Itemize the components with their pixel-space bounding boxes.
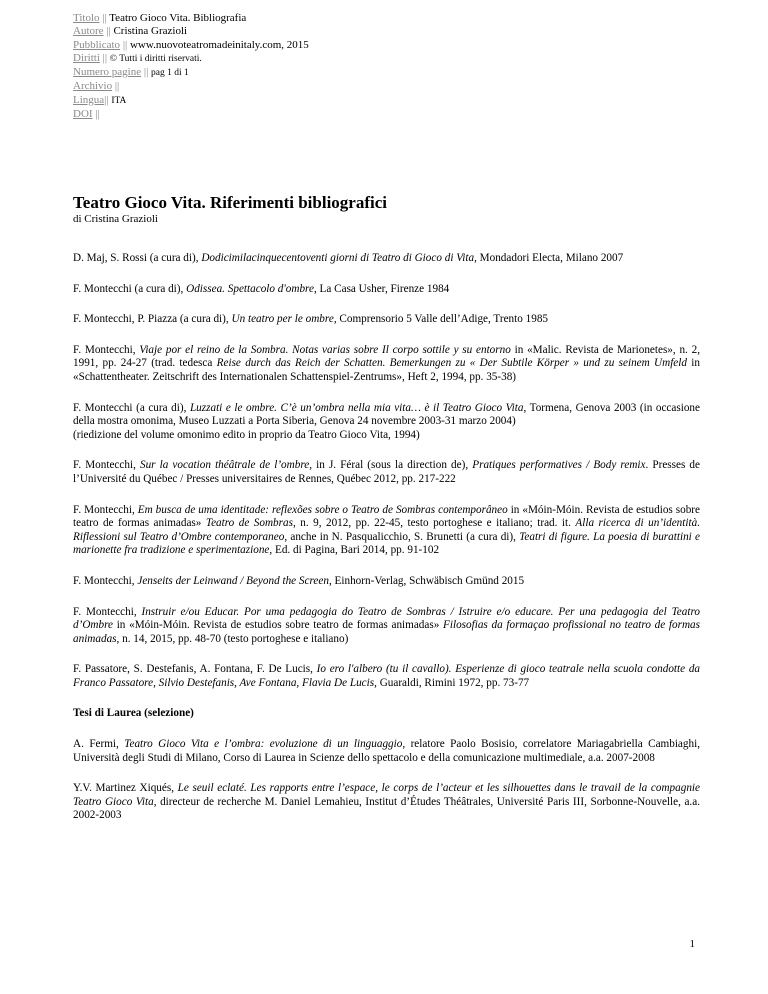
metadata-separator: ||: [141, 66, 152, 79]
work-title: Filosofias da formaçao profissional no teatro de formas animadas: [73, 619, 700, 645]
reference-entry: [73, 504, 700, 558]
work-title: Alla ricerca di un’identità. Riflessioni sul Teatro d’Ombre contemporaneo: [73, 517, 700, 543]
work-title: Un teatro per le ombre: [231, 313, 334, 326]
reference-entry: [73, 344, 700, 385]
metadata-key-link[interactable]: Archivio: [73, 80, 113, 93]
thesis-entry: [73, 738, 700, 765]
reference-entry: [73, 575, 700, 589]
citation-text: F. Passatore, S. Destefanis, A. Fontana, F. De Lucis,: [73, 663, 317, 676]
metadata-block: [73, 12, 309, 121]
citation-text: F. Montecchi,: [73, 605, 142, 618]
work-title: Dodicimilacinquecentoventi giorni di Teatro di Gioco di Vita: [201, 252, 475, 264]
metadata-separator: ||: [120, 38, 130, 51]
metadata-row: [73, 12, 309, 25]
metadata-separator: ||: [99, 12, 110, 24]
citation-text: D. Maj, S. Rossi (a cura di),: [73, 252, 202, 264]
metadata-value: © Tutti i diritti riservati.: [109, 53, 202, 64]
metadata-row: [73, 94, 309, 108]
citation-text: . Presses de l’Université du Québec / Presses universitaires de Rennes, Québec 2012, pp. 217-222: [73, 459, 700, 485]
citation-text: F. Montecchi,: [73, 503, 138, 516]
citation-text: F. Montecchi,: [73, 459, 140, 472]
metadata-key-link[interactable]: Titolo: [73, 12, 100, 24]
metadata-row: [73, 39, 309, 52]
citation-text: , directeur de recherche M. Daniel Lemahieu, Institut d’Études Théâtrales, Université Paris III, Sorbonne-Nouvelle, a.a. 2002-2003: [73, 795, 700, 822]
metadata-value: ITA: [111, 95, 127, 106]
citation-text: F. Montecchi,: [73, 343, 140, 356]
work-title: Viaje por el reino de la Sombra. Notas varias sobre Il corpo sottile y su entorno: [139, 343, 511, 356]
citation-text: F. Montecchi (a cura di),: [73, 282, 187, 295]
metadata-row: [73, 52, 309, 66]
metadata-separator: ||: [103, 25, 114, 38]
metadata-key-link[interactable]: Lingua: [73, 93, 105, 106]
reference-entry: [73, 283, 700, 297]
metadata-separator: ||: [99, 51, 110, 64]
metadata-key-link[interactable]: Pubblicato: [73, 38, 121, 51]
thesis-section-heading: Tesi di Laurea (selezione): [73, 707, 194, 720]
title-block: [73, 193, 713, 226]
metadata-value: Cristina Grazioli: [113, 25, 188, 38]
citation-text: , Guaraldi, Rimini 1972, pp. 73-77: [374, 676, 530, 689]
citation-text: , Tormena, Genova 2003 (in occasione della mostra omonima, Museo Luzzati a Porta Siberia, Genova 24 novembre 2003-31 marzo 2004): [73, 401, 700, 428]
metadata-key-link[interactable]: Diritti: [73, 51, 100, 64]
citation-text: , in J. Féral (sous la direction de),: [309, 459, 473, 472]
work-title: Le seuil eclaté. Les rapports entre l’espace, le corps de l’acteur et les silhouettes dans le travail de la compagnie Teatro Gioco Vita: [73, 782, 700, 808]
citation-text: , Ed. di Pagina, Bari 2014, pp. 91-102: [269, 544, 440, 557]
citation-text: in «Malic. Revista de Marionetes», n. 2, 1991, pp. 24-27 (trad. tedesca: [73, 343, 701, 370]
citation-text: in «Móin-Móin. Revista de estudios sobre teatro de formas animadas»: [73, 503, 700, 530]
citation-text: , relatore Paolo Bosisio, correlatore Mariagabriella Cambiaghi, Università degli Studi di Milano, Corso di Laurea in Scienze dello spettacolo e della comunicazione multimediale, a.a. 2007-2008: [73, 738, 700, 764]
reference-entry: [73, 663, 700, 690]
citation-text: F. Montecchi,: [73, 574, 138, 587]
citation-text: Y.V. Martinez Xiqués,: [73, 782, 178, 795]
work-title: Teatro de Sombras: [205, 517, 293, 530]
citation-text: A. Fermi,: [73, 738, 125, 751]
citation-text: , n. 14, 2015, pp. 48-70 (testo portoghese e italiano): [116, 632, 349, 645]
bibliography: [73, 252, 700, 840]
citation-text: , n. 9, 2012, pp. 22-45, testo portoghese e italiano; trad. it.: [292, 517, 576, 530]
metadata-value: Teatro Gioco Vita. Bibliografia: [109, 12, 247, 24]
work-title: Pratiques performatives / Body remix: [472, 459, 646, 472]
page-number: 1: [689, 938, 695, 950]
work-title: Sur la vocation théâtrale de l’ombre: [139, 459, 310, 472]
citation-text: , anche in N. Pasqualicchio, S. Brunetti (a cura di),: [284, 530, 520, 543]
citation-text: (riedizione del volume omonimo edito in proprio da Teatro Gioco Vita, 1994): [73, 428, 420, 441]
citation-text: in «Schattentheater. Zeitschrift des Internationalen Schattenspiel-Zentrums», Heft 2, 1994, pp. 35-38): [73, 357, 700, 383]
document-byline: di Cristina Grazioli: [73, 213, 158, 225]
metadata-row: [73, 108, 309, 121]
document-title: Teatro Gioco Vita. Riferimenti bibliografici: [73, 193, 387, 212]
work-title: Instruir e/ou Educar. Por uma pedagogia do Teatro de Sombras / Istruire e/o educare. Per una pedagogia del Teatro d’Ombre: [73, 605, 700, 632]
reference-entry: [73, 252, 700, 266]
thesis-list: [73, 738, 700, 823]
reference-entry: [73, 313, 700, 327]
metadata-separator: ||: [104, 93, 112, 106]
work-title: Odissea. Spettacolo d'ombre: [186, 282, 314, 295]
work-title: Teatri di figure. La poesia di burattini e marionette fra tradizione e sperimentazione: [73, 530, 701, 557]
metadata-value: www.nuovoteatromadeinitaly.com, 2015: [129, 38, 309, 51]
work-title: Luzzati e le ombre. C’è un’ombra nella mia vita… è il Teatro Gioco Vita: [189, 401, 524, 414]
thesis-entry: [73, 782, 700, 823]
reference-list: [73, 252, 700, 690]
citation-text: in «Móin-Móin. Revista de estudios sobre teatro de formas animadas»: [112, 619, 444, 632]
metadata-key-link[interactable]: Numero pagine: [73, 66, 142, 79]
reference-entry: [73, 606, 700, 647]
work-title: Io ero l'albero (tu il cavallo). Esperienze di gioco teatrale nella scuola condotte da Franco Passatore, Silvio Destefanis, Ave Fontana, Flavia De Lucis: [73, 663, 701, 689]
reference-entry: [73, 402, 700, 443]
metadata-separator: ||: [92, 108, 100, 121]
citation-text: , Mondadori Electa, Milano 2007: [474, 252, 624, 264]
citation-text: F. Montecchi, P. Piazza (a cura di),: [73, 313, 232, 326]
metadata-separator: ||: [112, 80, 120, 93]
work-title: Reise durch das Reich der Schatten. Bemerkungen zu « Der Subtile Körper » und zu seinem Umfeld: [216, 357, 687, 370]
work-title: Jenseits der Leinwand / Beyond the Screen: [137, 574, 329, 587]
metadata-row: [73, 80, 309, 93]
work-title: Teatro Gioco Vita e l’ombra: evoluzione di un linguaggio: [124, 738, 403, 751]
citation-text: F. Montecchi (a cura di),: [73, 401, 190, 414]
reference-entry: [73, 459, 700, 486]
metadata-value: pag 1 di 1: [151, 68, 189, 79]
metadata-key-link[interactable]: DOI: [73, 108, 93, 121]
citation-text: , La Casa Usher, Firenze 1984: [313, 282, 450, 295]
citation-text: , Comprensorio 5 Valle dell’Adige, Trento 1985: [333, 313, 549, 326]
metadata-row: [73, 25, 309, 38]
citation-text: , Einhorn-Verlag, Schwäbisch Gmünd 2015: [328, 574, 525, 587]
work-title: Em busca de uma identitade: reflexões sobre o Teatro de Sombras contemporâneo: [137, 503, 508, 516]
metadata-row: [73, 66, 309, 80]
metadata-key-link[interactable]: Autore: [73, 25, 104, 38]
